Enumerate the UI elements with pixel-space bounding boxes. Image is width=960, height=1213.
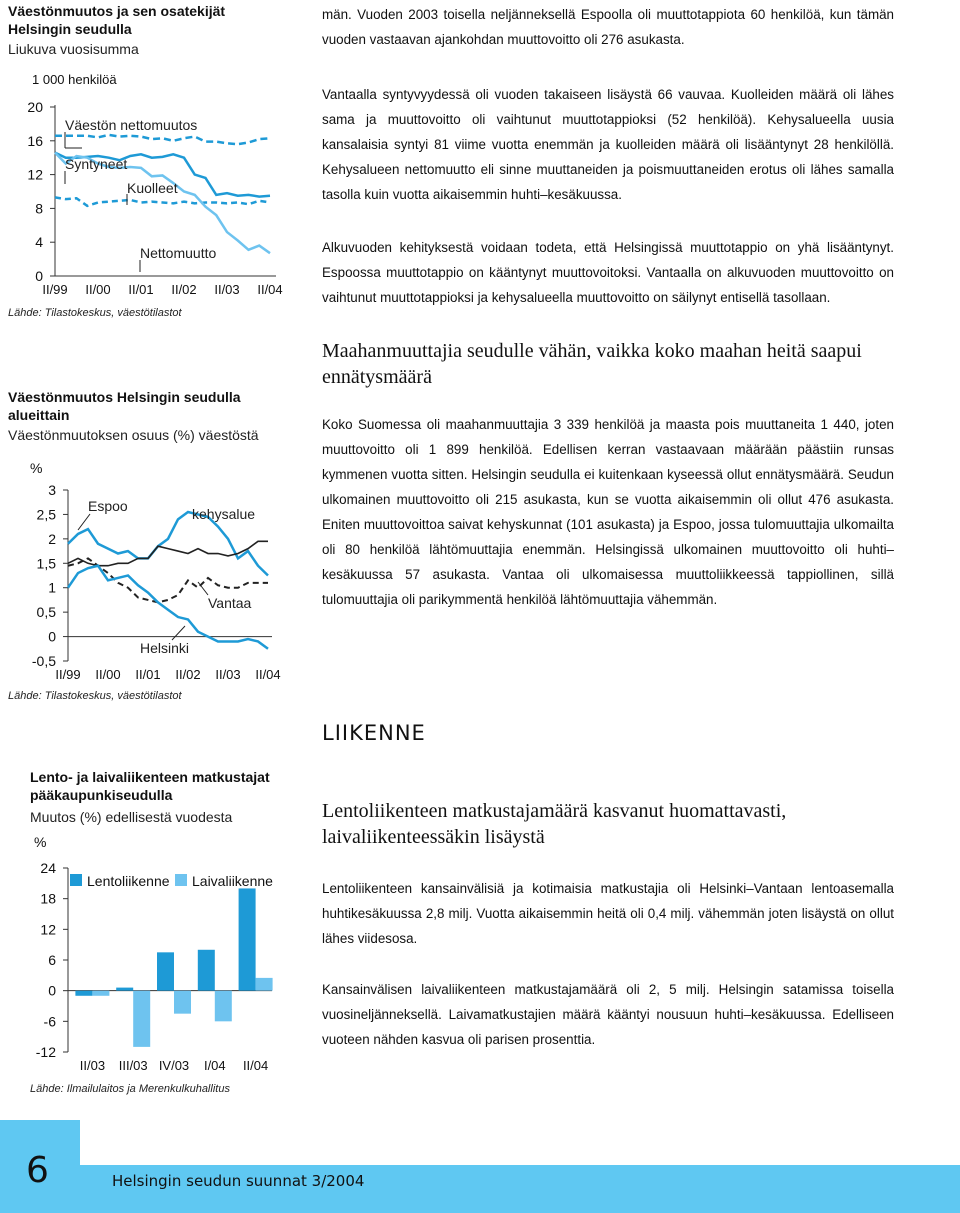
chart2-y-tick-label: 1 <box>48 579 56 596</box>
chart2-x-tick-label: II/01 <box>135 667 161 682</box>
chart2-y-tick-label: 3 <box>48 482 56 498</box>
chart3-y-tick-label: -12 <box>35 1044 56 1060</box>
chart2-source: Lähde: Tilastokeskus, väestötilastot <box>8 690 182 702</box>
chart1-label-deaths: Kuolleet <box>127 180 178 196</box>
chart2-leader-line <box>172 626 185 640</box>
chart1-source: Lähde: Tilastokeskus, väestötilastot <box>8 307 182 319</box>
chart1-y-tick-label: 4 <box>35 234 43 251</box>
page-number: 6 <box>26 1150 49 1191</box>
chart1-x-tick-label: II/02 <box>171 282 197 297</box>
chart3-x-tick-label: II/04 <box>242 1058 269 1073</box>
heading-immigration: Maahanmuuttajia seudulle vähän, vaikka koko maahan heitä saapui ennätysmäärä <box>322 340 862 388</box>
chart2-label-kehysalue: kehysalue <box>192 506 256 522</box>
chart2-x-tick-label: II/03 <box>215 667 241 682</box>
chart1-svg <box>0 90 300 305</box>
chart1-x-tick-label: II/00 <box>85 282 111 297</box>
chart3-bar-sea <box>133 991 150 1047</box>
chart3-subtitle: Muutos (%) edellisestä vuodesta <box>30 809 233 825</box>
chart3-x-tick-label: IV/03 <box>158 1058 190 1073</box>
chart2-y-tick-label: 1,5 <box>36 555 56 572</box>
chart1-subtitle: Liukuva vuosisumma <box>8 41 139 57</box>
chart2-y-tick-label: 2,5 <box>36 506 56 523</box>
chart2-x-tick-label: II/99 <box>55 667 81 682</box>
chart2-y-tick-label: 0,5 <box>36 604 56 621</box>
chart1-y-tick-label: 8 <box>35 200 43 217</box>
chart1-series-line-0 <box>55 135 270 144</box>
paragraph-3: Alkuvuoden kehityksestä voidaan todeta, että Helsingissä muuttotappio on yhä lisääntynyt. Espoossa muuttotappio on kääntynyt muuttovoitoksi. Vantaalla on alkuvuoden muuttovoitto on vaihtunut muuttotappioksi ja kehysalueella muuttovoitto on säilynyt entisellä tasollaan. <box>322 240 894 305</box>
chart3-x-tick-label: III/03 <box>118 1058 148 1073</box>
chart1-x-tick-label: II/99 <box>42 282 68 297</box>
chart2-title: Väestönmuutos Helsingin seudulla alueittain <box>8 389 241 423</box>
chart2-x-tick-label: II/02 <box>175 667 201 682</box>
chart1-y-tick-label: 0 <box>35 268 43 284</box>
chart2-subtitle: Väestönmuutoksen osuus (%) väestöstä <box>8 427 259 443</box>
chart2-y-tick-label: 0 <box>48 628 56 645</box>
chart2-y-tick-label: -0,5 <box>31 653 56 669</box>
chart1-title: Väestönmuutos ja sen osatekijät Helsingin seudulla <box>8 3 226 37</box>
chart3-legend-swatch <box>175 874 187 886</box>
chart3-bar-sea <box>256 978 273 991</box>
chart3-bar-air <box>75 991 92 996</box>
chart2-y-tick-label: 2 <box>48 530 56 547</box>
chart3-legend-label: Lentoliikenne <box>87 873 170 889</box>
chart2-x-tick-label: II/00 <box>95 667 121 682</box>
chart1-y-tick-label: 12 <box>27 166 43 183</box>
chart3-y-tick-label: 18 <box>40 890 56 907</box>
paragraph-4: Koko Suomessa oli maahanmuuttajia 3 339 henkilöä ja maasta pois muuttaneita 1 440, joten muuttovoitto oli 1 899 henkilöä. Edellisen kerran vastaavaan määrään päästiin runsas kymmenen vuotta sitten. Helsingin seudulla ei kuitenkaan kyseessä ollut ennätysmäärä. Seudun ulkomainen muuttovoitto oli 215 asukasta, kun se vuotta aikaisemmin oli ollut 476 asukasta. Eniten muuttovoittoa saivat kehyskunnat (101 asukasta) ja Espoo, jossa tulomuuttajia ulkomailta oli 80 henkilöä lähtömuuttajia enemmän. Helsingissä ulkomainen muuttovoitto oli huhti–kesäkuussa 57 asukasta. Vantaa oli ulkomaisessa muuttoliikkeessä tappiollinen, sillä tulomuuttajia oli parikymmentä henkilöä lähtömuuttajia vähemmän. <box>322 417 894 607</box>
publication-name: Helsingin seudun suunnat 3/2004 <box>112 1172 365 1190</box>
section-title-liikenne: LIIKENNE <box>322 721 426 745</box>
chart3-bar-sea <box>174 991 191 1014</box>
chart3-bar-sea <box>92 991 109 996</box>
chart3-bar-air <box>198 950 215 991</box>
chart3-title: Lento- ja laivaliikenteen matkustajat pääkaupunkiseudulla <box>30 769 270 803</box>
chart1-label-migration: Nettomuutto <box>140 245 217 261</box>
heading-traffic: Lentoliikenteen matkustajamäärä kasvanut huomattavasti, laivaliikenteessäkin lisäystä <box>322 800 787 848</box>
chart1-unit: 1 000 henkilöä <box>32 72 117 87</box>
chart1-label-net: Väestön nettomuutos <box>65 117 198 133</box>
chart3-bar-air <box>157 952 174 990</box>
chart3-bar-sea <box>215 991 232 1022</box>
chart1-label-births: Syntyneet <box>65 156 128 172</box>
chart1-y-tick-label: 20 <box>27 99 43 115</box>
chart3-source: Lähde: Ilmailulaitos ja Merenkulkuhallitus <box>30 1083 230 1095</box>
chart3-y-tick-label: -6 <box>43 1013 56 1030</box>
chart1-x-tick-label: II/03 <box>214 282 240 297</box>
chart1-x-tick-label: II/01 <box>128 282 154 297</box>
chart2-x-tick-label: II/04 <box>255 667 281 682</box>
paragraph-5: Lentoliikenteen kansainvälisiä ja kotimaisia matkustajia oli Helsinki–Vantaan lentoasemalla huhtikesäkuussa 2,8 milj. Vuotta aikaisemmin heitä oli 0,4 milj. vähemmän joten lisäystä on ollut lähes viidesosa. <box>322 881 894 946</box>
paragraph-6: Kansainvälisen laivaliikenteen matkustajamäärä oli 2, 5 milj. Helsingin satamissa toisella vuosineljänneksellä. Laivamatkustajien määrä kääntyi nousuun huhti–kesäkuussa. Edelliseen vuoteen nähden kasvua oli parisen prosenttia. <box>322 982 894 1047</box>
chart1-x-tick-label: II/04 <box>257 282 283 297</box>
chart2-unit: % <box>30 460 43 476</box>
chart1-y-tick-label: 16 <box>27 132 43 149</box>
chart3-x-tick-label: I/04 <box>203 1058 226 1073</box>
chart3-y-tick-label: 6 <box>48 952 56 968</box>
chart2-label-espoo: Espoo <box>88 498 128 514</box>
chart3-bar-air <box>239 888 256 990</box>
chart3-y-tick-label: 24 <box>40 860 56 876</box>
paragraph-2: Vantaalla syntyvyydessä oli vuoden takaiseen lisäystä 66 vauvaa. Kuolleiden määrä oli lähes sama ja muuttovoitto oli vaihtunut muuttotappioksi (52 henkilöä). Kehysalueella uusia kansalaisia syntyi 81 viime vuotta enemmän ja kuolleiden määrä oli lisääntynyt 28 henkilöllä. Kehysalueen nettomuutto eli sinne muuttaneiden ja poismuuttaneiden erotus oli lähes samalla tasolla kuin vuotta aikaisemmin huhti–kesäkuussa. <box>322 87 894 202</box>
chart3-legend-swatch <box>70 874 82 886</box>
chart3-unit: % <box>34 834 47 850</box>
chart3-x-tick-label: II/03 <box>79 1058 106 1073</box>
chart2-svg <box>0 478 300 688</box>
chart3-bar-air <box>116 988 133 991</box>
chart3-legend-label: Laivaliikenne <box>192 873 273 889</box>
chart3-y-tick-label: 0 <box>48 982 56 999</box>
chart3-y-tick-label: 12 <box>40 921 56 938</box>
chart2-label-helsinki: Helsinki <box>140 640 190 656</box>
chart3-svg <box>0 852 300 1080</box>
paragraph-1: män. Vuoden 2003 toisella neljänneksellä Espoolla oli muuttotappiota 60 henkilöä, kun tämän vuoden vastaavan ajankohdan muuttovoitto oli 276 asukasta. <box>322 7 894 47</box>
chart2-label-vantaa: Vantaa <box>208 595 252 611</box>
chart1-series-line-2 <box>55 197 270 205</box>
